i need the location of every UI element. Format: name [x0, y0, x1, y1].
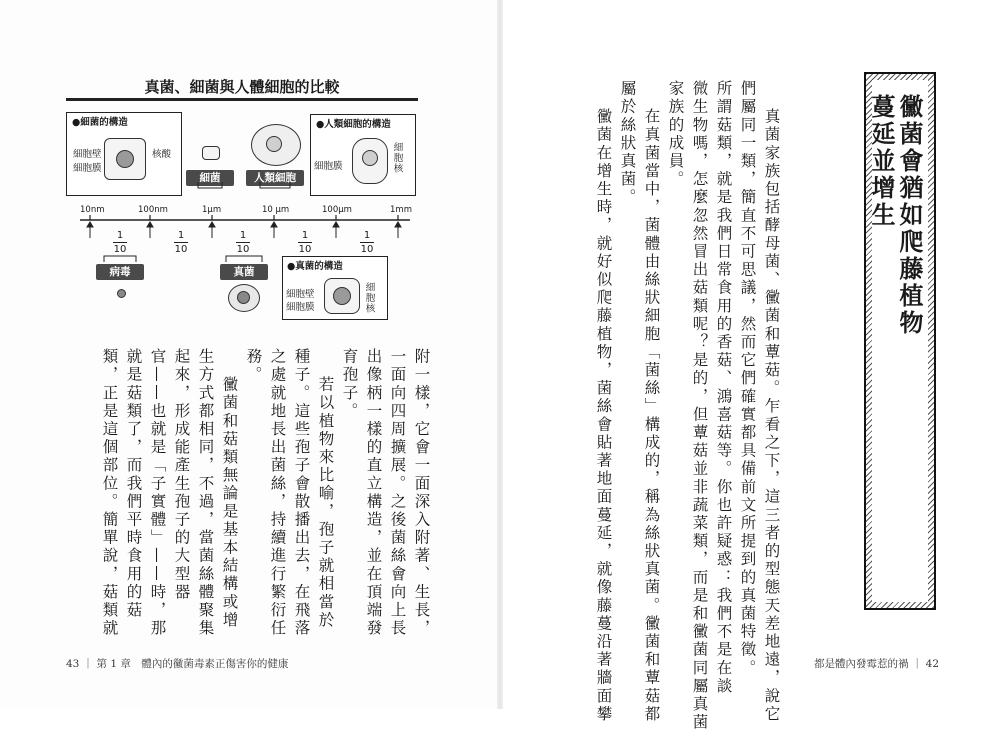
bacteria-nucleoid-label: 核酸 — [152, 149, 172, 160]
body-column-r2: 們屬同一類，簡直不可思議，然而它們確實都具備前文所提到的真菌特徵。 — [738, 80, 757, 678]
ratio-3 — [236, 230, 250, 255]
body-column-l7: 之處就地長出菌絲，持續進行繁衍任 — [268, 348, 287, 638]
body-column-l10: 生方式都相同，不過，當菌絲體聚集 — [196, 348, 215, 638]
title-line-1: 黴菌會猶如爬藤植物 — [895, 94, 923, 337]
ratio-5-numerator: 1 — [363, 230, 371, 241]
diagram-title: 真菌、細菌與人體細胞的比較 — [144, 78, 340, 96]
body-column-l9: 黴菌和菇類無論是基本結構或增 — [220, 376, 239, 630]
ratio-2-numerator: 1 — [177, 230, 185, 241]
fungus-nucleus-icon — [237, 291, 250, 304]
ratio-3-numerator: 1 — [239, 230, 247, 241]
ratio-2-denominator: 10 — [174, 244, 188, 255]
body-column-l13: 就是菇類了，而我們平時食用的菇 — [124, 348, 143, 620]
right-page-footer: 都是體內發霉惹的禍 ｜ 42 — [814, 658, 940, 670]
body-column-r3: 所謂菇類，就是我們日常食用的香菇、鴻喜菇等。你也許疑惑：我們不是在談 — [714, 80, 733, 696]
body-column-l4: 育孢子。 — [340, 348, 359, 421]
ratio-1 — [113, 230, 127, 255]
body-column-l2: 一面向四周擴展。之後菌絲會向上長 — [388, 348, 407, 638]
body-column-l8: 務。 — [244, 348, 263, 385]
bacteria-range-bracket — [198, 182, 222, 188]
body-column-r8: 黴菌在增生時，就好似爬藤植物，菌絲會貼著地面蔓延，就像藤蔓沿著牆面攀 — [594, 108, 613, 724]
virus-icon — [117, 289, 126, 298]
fungus-box-heading: ●真菌的構造 — [287, 261, 343, 272]
human-cell-membrane-label: 細胞膜 — [314, 161, 343, 172]
ratio-5-denominator: 10 — [360, 244, 374, 255]
body-column-l3: 出像柄一樣的直立構造，並在頂端發 — [364, 348, 383, 638]
body-column-r1: 真菌家族包括酵母菌、黴菌和蕈菇。乍看之下，這三者的型態天差地遠，說它 — [762, 108, 781, 724]
virus-range-bracket — [104, 256, 136, 262]
ratio-1-numerator: 1 — [116, 230, 124, 241]
ratio-2 — [174, 230, 188, 255]
ratio-1-denominator: 10 — [113, 244, 127, 255]
cell-comparison-diagram — [0, 0, 500, 709]
human-cell-tag: 人類細胞 — [246, 170, 304, 186]
body-column-l6: 種子。這些孢子會散播出去，在飛落 — [292, 348, 311, 638]
scale-bar-svg — [0, 0, 500, 300]
body-column-l1: 附一樣，它會一面深入附著、生長， — [412, 348, 431, 638]
ratio-4 — [298, 230, 312, 255]
fungus-cell-membrane-label: 細胞膜 — [286, 302, 315, 313]
bacteria-cell-membrane-label: 細胞膜 — [73, 163, 102, 174]
human-range-bracket — [260, 182, 290, 188]
body-column-l11: 起來，形成能產生孢子的大型器 — [172, 348, 191, 602]
virus-tag: 病毒 — [96, 264, 144, 280]
ratio-4-numerator: 1 — [301, 230, 309, 241]
ratio-5 — [360, 230, 374, 255]
scale-label-1mm: 1mm — [390, 205, 412, 215]
body-column-l12: 官——也就是「子實體」——時，那 — [148, 348, 167, 638]
fungus-nucleus-illustration — [333, 287, 351, 305]
scale-label-100nm: 100nm — [138, 205, 168, 215]
scale-label-1um: 1μm — [202, 205, 222, 215]
fungus-tag: 真菌 — [220, 264, 268, 280]
fungus-cell-wall-label: 細胞壁 — [286, 289, 315, 300]
body-column-r6: 在真菌當中，菌體由絲狀細胞「菌絲」構成的，稱為絲狀真菌。黴菌和蕈菇都 — [642, 108, 661, 724]
human-cell-nucleus-label: 細胞核 — [391, 142, 403, 174]
body-column-r5: 家族的成員。 — [666, 80, 685, 189]
human-box-heading: ●人類細胞的構造 — [316, 119, 391, 130]
bacteria-tag: 細菌 — [186, 170, 234, 186]
body-column-l5: 若以植物來比喻，孢子就相當於 — [316, 376, 335, 630]
body-column-l14: 類，正是這個部位。簡單說，菇類就 — [100, 348, 119, 638]
bacteria-cell-wall-label: 細胞壁 — [73, 149, 102, 160]
scale-label-10nm: 10nm — [80, 205, 105, 215]
title-line-2: 蔓延並增生 — [867, 94, 895, 229]
ratio-4-denominator: 10 — [298, 244, 312, 255]
left-page-footer: 43 ｜ 第 1 章 體內的黴菌毒素正傷害你的健康 — [66, 658, 289, 670]
body-column-r7: 屬於絲狀真菌。 — [618, 80, 637, 207]
body-column-r4: 微生物嗎，怎麼忽然冒出菇類呢？是的，但蕈菇並非蔬菜類，而是和黴菌同屬真菌 — [690, 80, 709, 732]
fungus-range-bracket — [226, 256, 262, 262]
scale-label-100um: 100μm — [322, 205, 352, 215]
ratio-3-denominator: 10 — [236, 244, 250, 255]
fungus-nucleus-label: 細胞核 — [363, 282, 375, 314]
bacteria-box-heading: ●細菌的構造 — [72, 117, 128, 128]
scale-label-10um: 10 μm — [262, 205, 290, 215]
chapter-section-title-box — [864, 72, 936, 610]
